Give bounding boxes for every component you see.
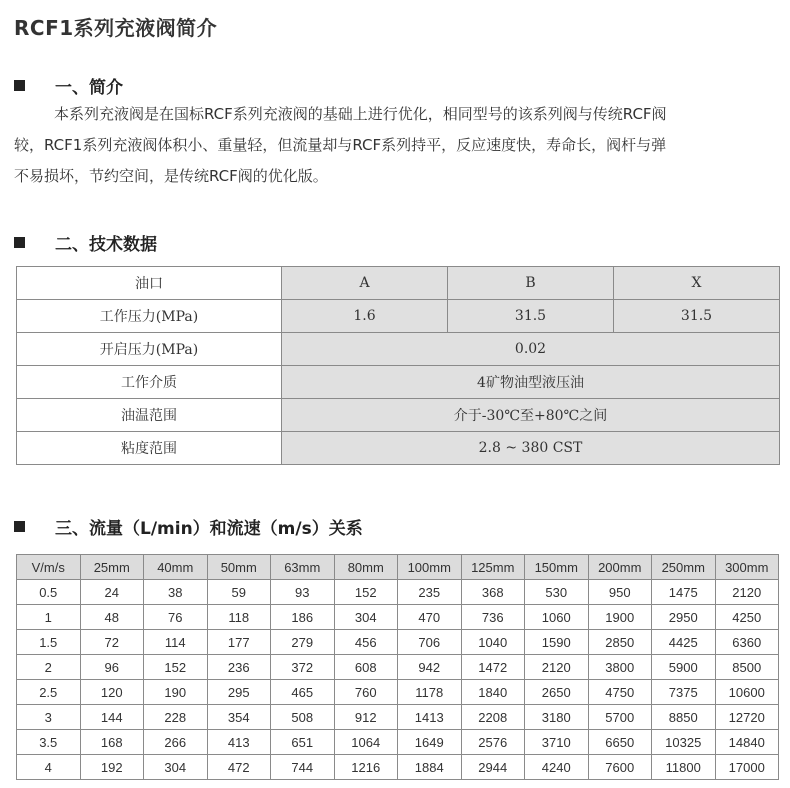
table-cell: 354: [207, 705, 271, 730]
table-cell: 152: [144, 655, 208, 680]
table-cell: 14840: [715, 730, 779, 755]
table-row: [17, 399, 780, 432]
column-header: V/m/s: [17, 555, 81, 580]
table-cell: 0.02: [282, 333, 780, 366]
column-header: 200mm: [588, 555, 652, 580]
square-bullet-icon: [14, 237, 25, 248]
tech-data-table: [16, 266, 780, 465]
table-cell: 3710: [525, 730, 589, 755]
table-cell: 3180: [525, 705, 589, 730]
table-cell: 2944: [461, 755, 525, 780]
table-cell: 油口: [17, 267, 282, 300]
table-cell: 4250: [715, 605, 779, 630]
table-cell: 950: [588, 580, 652, 605]
table-cell: 24: [80, 580, 144, 605]
table-cell: 7600: [588, 755, 652, 780]
table-row: [17, 630, 779, 655]
table-cell: 工作介质: [17, 366, 282, 399]
table-cell: 295: [207, 680, 271, 705]
table-cell: 10600: [715, 680, 779, 705]
table-cell: 1.5: [17, 630, 81, 655]
table-cell: 38: [144, 580, 208, 605]
intro-line: 较，RCF1系列充液阀体积小、重量轻，但流量却与RCF系列持平，反应速度快，寿命长，阀杆与弹: [14, 136, 667, 154]
table-cell: 8850: [652, 705, 716, 730]
table-cell: 228: [144, 705, 208, 730]
table-cell: 760: [334, 680, 398, 705]
table-cell: 472: [207, 755, 271, 780]
table-cell: 介于-30℃至+80℃之间: [282, 399, 780, 432]
table-cell: 5900: [652, 655, 716, 680]
table-cell: 190: [144, 680, 208, 705]
table-cell: 2850: [588, 630, 652, 655]
table-cell: 235: [398, 580, 462, 605]
table-cell: 152: [334, 580, 398, 605]
table-cell: 2576: [461, 730, 525, 755]
table-cell: 1472: [461, 655, 525, 680]
table-cell: 3.5: [17, 730, 81, 755]
intro-paragraph: [14, 99, 790, 192]
table-cell: 651: [271, 730, 335, 755]
table-cell: 372: [271, 655, 335, 680]
table-cell: 177: [207, 630, 271, 655]
table-cell: 736: [461, 605, 525, 630]
table-row: [17, 432, 780, 465]
table-cell: 油温范围: [17, 399, 282, 432]
table-cell: 31.5: [448, 300, 614, 333]
table-row: [17, 580, 779, 605]
column-header: 40mm: [144, 555, 208, 580]
table-cell: 1884: [398, 755, 462, 780]
section-heading-text: 三、流量（L/min）和流速（m/s）关系: [55, 519, 363, 539]
table-row: [17, 605, 779, 630]
table-cell: 10325: [652, 730, 716, 755]
table-cell: 304: [144, 755, 208, 780]
table-cell: 1590: [525, 630, 589, 655]
table-cell: 1413: [398, 705, 462, 730]
square-bullet-icon: [14, 80, 25, 91]
section-heading-text: 二、技术数据: [55, 235, 157, 255]
table-row: [17, 705, 779, 730]
table-cell: 186: [271, 605, 335, 630]
table-cell: 118: [207, 605, 271, 630]
table-cell: 48: [80, 605, 144, 630]
table-cell: 508: [271, 705, 335, 730]
table-cell: 1.6: [282, 300, 448, 333]
table-cell: 2650: [525, 680, 589, 705]
column-header: 63mm: [271, 555, 335, 580]
table-cell: 706: [398, 630, 462, 655]
table-cell: 744: [271, 755, 335, 780]
section-heading-tech: [14, 230, 157, 255]
table-cell: 114: [144, 630, 208, 655]
table-cell: 456: [334, 630, 398, 655]
table-cell: 1178: [398, 680, 462, 705]
column-header: 300mm: [715, 555, 779, 580]
table-cell: 304: [334, 605, 398, 630]
table-row: [17, 680, 779, 705]
table-row: [17, 755, 779, 780]
table-cell: 3: [17, 705, 81, 730]
table-cell: 17000: [715, 755, 779, 780]
table-cell: 工作压力(MPa): [17, 300, 282, 333]
table-row: [17, 333, 780, 366]
table-cell: 93: [271, 580, 335, 605]
table-row: [17, 300, 780, 333]
column-header: 80mm: [334, 555, 398, 580]
table-cell: 465: [271, 680, 335, 705]
table-cell: 76: [144, 605, 208, 630]
table-cell: 59: [207, 580, 271, 605]
table-cell: 1060: [525, 605, 589, 630]
table-cell: 2.5: [17, 680, 81, 705]
table-cell: 144: [80, 705, 144, 730]
table-cell: 470: [398, 605, 462, 630]
table-cell: 1040: [461, 630, 525, 655]
table-cell: 413: [207, 730, 271, 755]
table-cell: 开启压力(MPa): [17, 333, 282, 366]
table-cell: 168: [80, 730, 144, 755]
table-row: [17, 366, 780, 399]
table-row: [17, 655, 779, 680]
table-cell: 6360: [715, 630, 779, 655]
table-cell: 4240: [525, 755, 589, 780]
table-cell: 5700: [588, 705, 652, 730]
column-header: 250mm: [652, 555, 716, 580]
column-header: 125mm: [461, 555, 525, 580]
intro-line: 本系列充液阀是在国标RCF系列充液阀的基础上进行优化，相同型号的该系列阀与传统RCF阀: [54, 105, 667, 123]
table-cell: 279: [271, 630, 335, 655]
table-cell: 3800: [588, 655, 652, 680]
table-cell: 6650: [588, 730, 652, 755]
table-cell: 11800: [652, 755, 716, 780]
table-cell: 4: [17, 755, 81, 780]
table-cell: 4矿物油型液压油: [282, 366, 780, 399]
table-cell: 1840: [461, 680, 525, 705]
table-cell: 12720: [715, 705, 779, 730]
table-cell: 2120: [525, 655, 589, 680]
table-cell: 7375: [652, 680, 716, 705]
table-cell: 2950: [652, 605, 716, 630]
table-cell: 236: [207, 655, 271, 680]
table-cell: 4750: [588, 680, 652, 705]
section-heading-intro: [14, 73, 123, 98]
section-heading-text: 一、简介: [55, 78, 123, 98]
table-cell: 368: [461, 580, 525, 605]
table-cell: 4425: [652, 630, 716, 655]
table-cell: 8500: [715, 655, 779, 680]
table-cell: 530: [525, 580, 589, 605]
table-cell: B: [448, 267, 614, 300]
table-header-row: [17, 555, 779, 580]
table-row: [17, 267, 780, 300]
column-header: 100mm: [398, 555, 462, 580]
table-cell: 31.5: [614, 300, 780, 333]
table-cell: 1475: [652, 580, 716, 605]
table-cell: 1649: [398, 730, 462, 755]
table-cell: 1900: [588, 605, 652, 630]
table-cell: 192: [80, 755, 144, 780]
table-cell: 912: [334, 705, 398, 730]
table-cell: 0.5: [17, 580, 81, 605]
square-bullet-icon: [14, 521, 25, 532]
table-cell: 608: [334, 655, 398, 680]
table-cell: 2120: [715, 580, 779, 605]
table-cell: 2: [17, 655, 81, 680]
table-cell: 266: [144, 730, 208, 755]
table-cell: 2208: [461, 705, 525, 730]
intro-line: 不易损坏，节约空间，是传统RCF阀的优化版。: [14, 167, 328, 185]
column-header: 50mm: [207, 555, 271, 580]
table-cell: 942: [398, 655, 462, 680]
table-cell: 1216: [334, 755, 398, 780]
table-cell: 72: [80, 630, 144, 655]
table-cell: 粘度范围: [17, 432, 282, 465]
table-cell: X: [614, 267, 780, 300]
table-cell: A: [282, 267, 448, 300]
flow-velocity-table: [16, 554, 779, 780]
table-cell: 1064: [334, 730, 398, 755]
page-title: RCF1系列充液阀简介: [14, 16, 218, 40]
table-cell: 2.8 ~ 380 CST: [282, 432, 780, 465]
table-row: [17, 730, 779, 755]
column-header: 150mm: [525, 555, 589, 580]
table-cell: 120: [80, 680, 144, 705]
table-cell: 1: [17, 605, 81, 630]
table-cell: 96: [80, 655, 144, 680]
section-heading-flow: [14, 514, 363, 539]
column-header: 25mm: [80, 555, 144, 580]
